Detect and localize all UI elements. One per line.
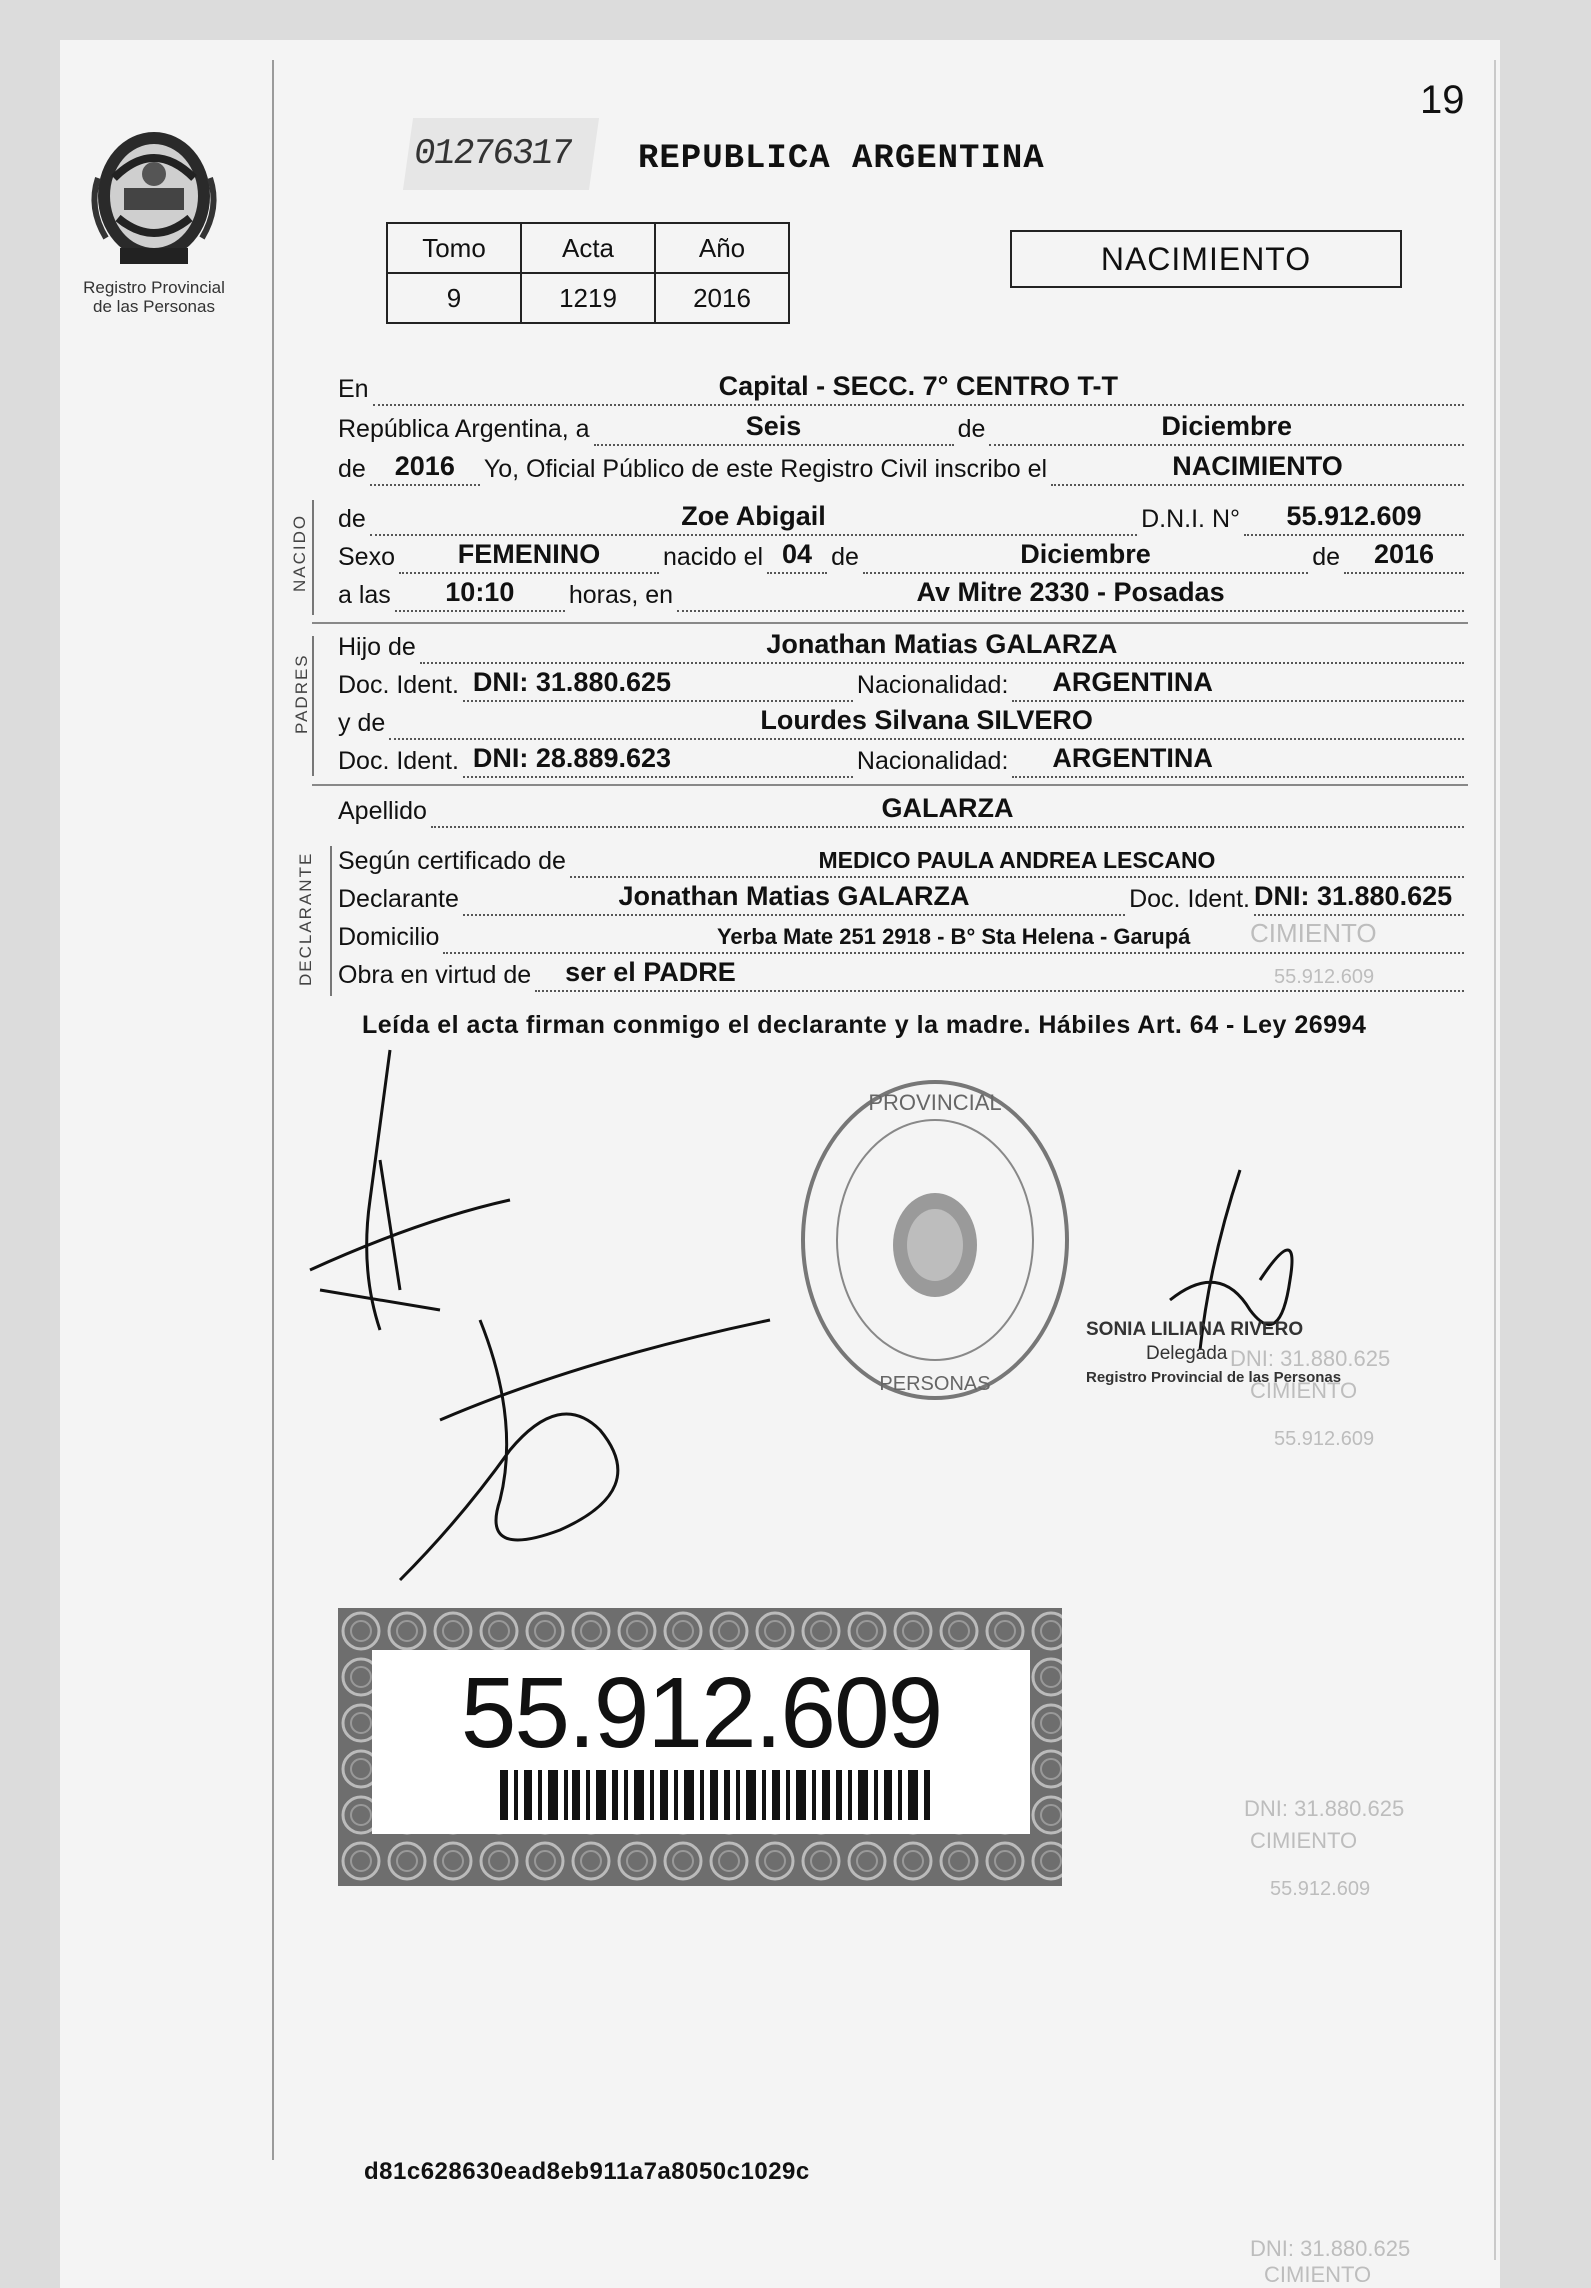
declarante-value: Jonathan Matias GALARZA bbox=[618, 881, 970, 911]
barcode-label bbox=[338, 1608, 1062, 1886]
de-label: de bbox=[957, 415, 986, 443]
dotted-field bbox=[370, 501, 1137, 536]
dotted-field bbox=[677, 577, 1464, 612]
barcode-label-inner bbox=[372, 1650, 1030, 1834]
record-table bbox=[386, 222, 790, 324]
serial-number-stamp: 01276317 bbox=[403, 118, 599, 190]
father-doc: DNI: 31.880.625 bbox=[472, 667, 672, 697]
dotted-field bbox=[1254, 881, 1464, 916]
segun-label: Según certificado de bbox=[338, 847, 566, 875]
document-hash: d81c628630ead8eb911a7a8050c1029c bbox=[364, 2158, 810, 2185]
father-name: Jonathan Matias GALARZA bbox=[766, 629, 1118, 659]
row-obra bbox=[338, 958, 1468, 992]
de-label: de bbox=[831, 543, 859, 571]
dotted-field bbox=[1012, 667, 1464, 702]
mother-name: Lourdes Silvana SILVERO bbox=[760, 705, 1093, 735]
ghost-text: DNI: 31.880.625 bbox=[1230, 1346, 1391, 1371]
nacionalidad-label: Nacionalidad: bbox=[856, 671, 1009, 699]
dotted-field bbox=[535, 957, 1464, 992]
row-sex-birth bbox=[338, 540, 1468, 574]
hijo-label: Hijo de bbox=[338, 633, 416, 661]
signature-left-icon bbox=[300, 1040, 540, 1340]
dotted-field bbox=[1344, 539, 1464, 574]
section-bracket bbox=[312, 636, 314, 776]
section-divider bbox=[312, 784, 1468, 786]
svg-text:PROVINCIAL: PROVINCIAL bbox=[868, 1090, 1002, 1115]
dotted-field bbox=[463, 881, 1125, 916]
domicilio-value: Yerba Mate 251 2918 - B° Sta Helena - Garupá bbox=[716, 924, 1191, 949]
inscribo-value: NACIMIENTO bbox=[1172, 451, 1343, 481]
dotted-field bbox=[395, 577, 565, 612]
dotted-field bbox=[767, 539, 827, 574]
row-en bbox=[338, 372, 1468, 406]
record-table-cell: 9 bbox=[387, 273, 521, 323]
svg-text:PERSONAS: PERSONAS bbox=[879, 1373, 991, 1395]
republica-label: República Argentina, a bbox=[338, 415, 590, 443]
de-label: de bbox=[338, 455, 366, 483]
record-table-header: Acta bbox=[521, 223, 655, 273]
row-time-place bbox=[338, 578, 1468, 612]
ghost-text: DNI: 31.880.625 bbox=[1244, 1796, 1405, 1821]
row-father-doc bbox=[338, 668, 1468, 702]
right-edge-line bbox=[1494, 60, 1496, 2260]
yde-label: y de bbox=[338, 709, 386, 737]
child-dni: 55.912.609 bbox=[1286, 501, 1422, 531]
mother-nationality: ARGENTINA bbox=[1052, 743, 1213, 773]
sexo-value: FEMENINO bbox=[457, 539, 601, 569]
segun-value: MEDICO PAULA ANDREA LESCANO bbox=[818, 847, 1216, 873]
row-year bbox=[338, 452, 1468, 486]
official-stamp-icon bbox=[790, 1070, 1080, 1410]
record-table-cell: 1219 bbox=[521, 273, 655, 323]
declarante-section-label: DECLARANTE bbox=[296, 851, 315, 986]
dotted-field bbox=[863, 539, 1308, 574]
child-name: Zoe Abigail bbox=[681, 501, 826, 531]
record-table-header: Tomo bbox=[387, 223, 521, 273]
row-segun bbox=[338, 844, 1468, 878]
horas-label: horas, en bbox=[568, 581, 674, 609]
declarante-label: Declarante bbox=[338, 885, 459, 913]
row-date bbox=[338, 412, 1468, 446]
ghost-text: 55.912.609 bbox=[1274, 966, 1375, 988]
barcode-icon bbox=[500, 1770, 930, 1820]
ghost-text: 55.912.609 bbox=[1274, 1428, 1375, 1450]
registry-logo bbox=[74, 118, 234, 330]
row-mother-doc bbox=[338, 744, 1468, 778]
ghost-text: CIMIENTO bbox=[1250, 1828, 1358, 1853]
margin-line bbox=[272, 60, 274, 2160]
birth-time: 10:10 bbox=[445, 577, 515, 607]
dotted-field bbox=[420, 629, 1464, 664]
official-office: Registro Provincial de las Personas bbox=[1086, 1369, 1342, 1386]
dotted-field bbox=[443, 926, 1464, 954]
birth-year: 2016 bbox=[1373, 539, 1435, 569]
provincia-misiones-seal-icon bbox=[84, 118, 224, 278]
official-name: SONIA LILIANA RIVERO bbox=[1086, 1319, 1304, 1340]
day-value: Seis bbox=[745, 411, 802, 441]
en-label: En bbox=[338, 375, 369, 403]
en-value: Capital - SECC. 7° CENTRO T-T bbox=[718, 371, 1118, 401]
doc-label: Doc. Ident. bbox=[338, 671, 459, 699]
row-mother bbox=[338, 706, 1468, 740]
declarante-doc: DNI: 31.880.625 bbox=[1254, 881, 1453, 911]
birth-month: Diciembre bbox=[1020, 539, 1151, 569]
signature-center-icon bbox=[380, 1300, 780, 1600]
barcode-number: 55.912.609 bbox=[460, 1657, 942, 1769]
dotted-field bbox=[570, 847, 1464, 878]
yo-label: Yo, Oficial Público de este Registro Civil inscribo el bbox=[483, 455, 1048, 483]
dotted-field bbox=[431, 793, 1464, 828]
domicilio-label: Domicilio bbox=[338, 923, 440, 951]
father-nationality: ARGENTINA bbox=[1052, 667, 1213, 697]
section-divider bbox=[312, 622, 1468, 624]
dotted-field bbox=[463, 743, 853, 778]
doc-label: Doc. Ident. bbox=[338, 747, 459, 775]
dni-label: D.N.I. N° bbox=[1141, 505, 1240, 533]
row-father bbox=[338, 630, 1468, 664]
apellido-value: GALARZA bbox=[881, 793, 1014, 823]
padres-section-label: PADRES bbox=[292, 653, 311, 734]
de-label: de bbox=[1312, 543, 1340, 571]
row-domicilio bbox=[338, 920, 1468, 954]
dotted-field bbox=[594, 411, 954, 446]
year-value: 2016 bbox=[394, 451, 455, 481]
official-title: Delegada bbox=[1146, 1343, 1228, 1364]
dotted-field bbox=[373, 371, 1464, 406]
ghost-text: DNI: 31.880.625 bbox=[1250, 2236, 1411, 2261]
logo-caption-line-2: de las Personas bbox=[93, 297, 215, 316]
birth-place: Av Mitre 2330 - Posadas bbox=[916, 577, 1225, 607]
ghost-text: CIMIENTO bbox=[1250, 1378, 1358, 1403]
dotted-field bbox=[370, 451, 480, 486]
month-value: Diciembre bbox=[1161, 411, 1292, 441]
nacido-el-label: nacido el bbox=[662, 543, 764, 571]
de-label: de bbox=[338, 505, 366, 533]
dotted-field bbox=[1051, 451, 1464, 486]
record-table-header-row bbox=[387, 223, 789, 273]
section-bracket bbox=[330, 846, 332, 996]
row-apellido bbox=[338, 794, 1468, 828]
country-title: REPUBLICA ARGENTINA bbox=[638, 140, 1045, 178]
dotted-field bbox=[389, 705, 1464, 740]
ghost-text: CIMIENTO bbox=[1264, 2262, 1372, 2287]
row-name bbox=[338, 502, 1468, 536]
obra-value: ser el PADRE bbox=[565, 957, 736, 987]
birth-day: 04 bbox=[782, 539, 813, 569]
sexo-label: Sexo bbox=[338, 543, 395, 571]
ghost-text: 55.912.609 bbox=[1270, 1878, 1371, 1900]
record-table-cell: 2016 bbox=[655, 273, 789, 323]
mother-doc: DNI: 28.889.623 bbox=[472, 743, 672, 773]
record-table-value-row bbox=[387, 273, 789, 323]
row-declarante bbox=[338, 882, 1468, 916]
alas-label: a las bbox=[338, 581, 391, 609]
dotted-field bbox=[1244, 501, 1464, 536]
dotted-field bbox=[989, 411, 1464, 446]
apellido-label: Apellido bbox=[338, 797, 427, 825]
section-bracket bbox=[312, 500, 314, 615]
closing-statement: Leída el acta firman conmigo el declarante y la madre. Hábiles Art. 64 - Ley 26994 bbox=[362, 1011, 1367, 1039]
dotted-field bbox=[463, 667, 853, 702]
nacionalidad-label: Nacionalidad: bbox=[856, 747, 1009, 775]
dotted-field bbox=[1012, 743, 1464, 778]
obra-label: Obra en virtud de bbox=[338, 961, 532, 989]
record-type-box: NACIMIENTO bbox=[1010, 230, 1402, 288]
logo-caption-line-1: Registro Provincial bbox=[83, 278, 225, 297]
nacido-section-label: NACIDO bbox=[290, 513, 309, 592]
page-number: 19 bbox=[1420, 78, 1465, 122]
ghost-text: CIMIENTO bbox=[1250, 918, 1377, 948]
doc-label: Doc. Ident. bbox=[1129, 885, 1250, 913]
record-table-header: Año bbox=[655, 223, 789, 273]
dotted-field bbox=[399, 539, 659, 574]
official-signature-block bbox=[1086, 1318, 1486, 1390]
